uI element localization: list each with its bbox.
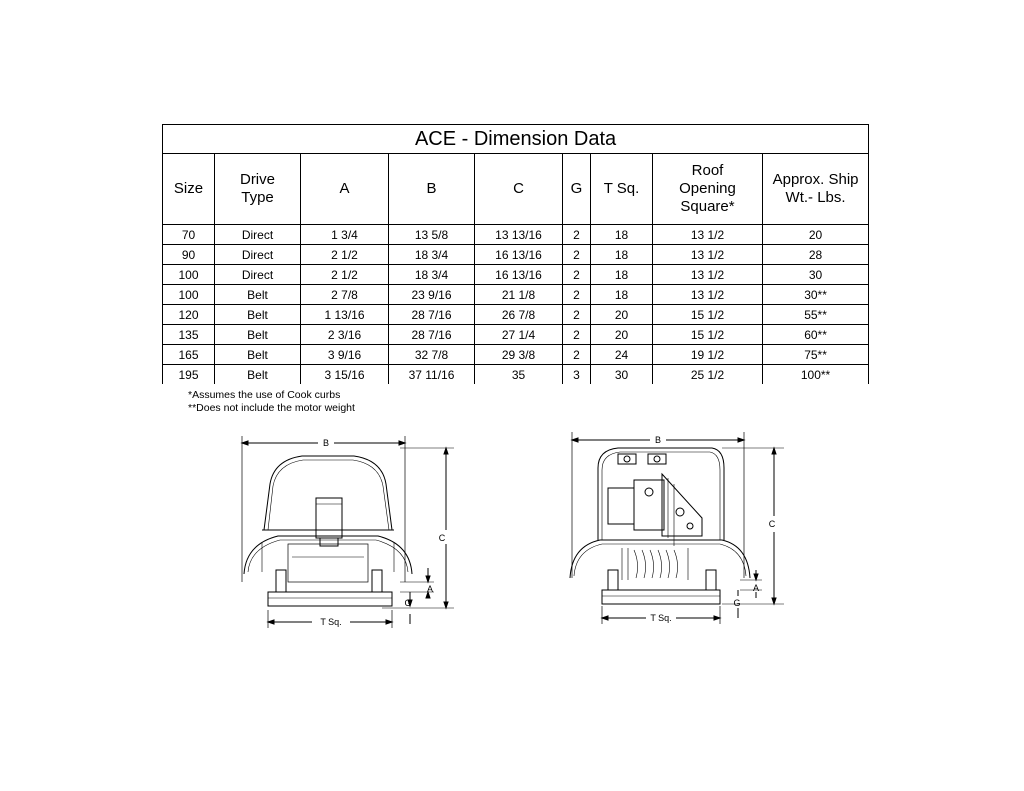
header-size: Size <box>163 154 215 225</box>
footnote-motor-weight: **Does not include the motor weight <box>188 402 355 414</box>
direct-dim-tsq-label: T Sq. <box>320 617 342 627</box>
header-ship-weight: Approx. Ship Wt.- Lbs. <box>763 154 869 225</box>
table-row: 100 Direct 2 1/2 18 3/4 16 13/16 2 18 13 1/2 30 <box>163 265 869 285</box>
table-title: ACE - Dimension Data <box>163 125 869 154</box>
table-row: 70 Direct 1 3/4 13 5/8 13 13/16 2 18 13 1/2 20 <box>163 225 869 245</box>
direct-drive-drawing <box>232 432 462 632</box>
header-t-sq: T Sq. <box>591 154 653 225</box>
table-row: 135 Belt 2 3/16 28 7/16 27 1/4 2 20 15 1/2 60** <box>163 325 869 345</box>
belt-dim-c-label: C <box>768 519 776 529</box>
header-b: B <box>389 154 475 225</box>
table-row: 120 Belt 1 13/16 28 7/16 26 7/8 2 20 15 1/2 55** <box>163 305 869 325</box>
belt-dim-g-label: G <box>733 598 741 608</box>
header-drive-type: Drive Type <box>215 154 301 225</box>
direct-dim-b-label: B <box>322 438 330 448</box>
direct-dim-a-label: A <box>426 584 434 594</box>
table-row: 195 Belt 3 15/16 37 11/16 35 3 30 25 1/2 100** <box>163 365 869 385</box>
belt-dim-tsq-label: T Sq. <box>650 613 672 623</box>
footnotes <box>188 389 355 415</box>
table-row: 165 Belt 3 9/16 32 7/8 29 3/8 2 24 19 1/2 75** <box>163 345 869 365</box>
footnote-curbs: *Assumes the use of Cook curbs <box>188 389 341 401</box>
belt-dim-b-label: B <box>654 435 662 445</box>
header-a: A <box>301 154 389 225</box>
header-c: C <box>475 154 563 225</box>
dimension-table <box>162 124 869 384</box>
direct-dim-c-label: C <box>438 533 446 543</box>
header-roof-opening: Roof Opening Square* <box>653 154 763 225</box>
table-body <box>163 225 869 385</box>
belt-dim-a-label: A <box>752 583 760 593</box>
belt-drive-drawing <box>562 428 792 628</box>
direct-dim-g-label: G <box>404 598 412 608</box>
table-row: 90 Direct 2 1/2 18 3/4 16 13/16 2 18 13 1/2 28 <box>163 245 869 265</box>
header-g: G <box>563 154 591 225</box>
table-row: 100 Belt 2 7/8 23 9/16 21 1/8 2 18 13 1/2 30** <box>163 285 869 305</box>
